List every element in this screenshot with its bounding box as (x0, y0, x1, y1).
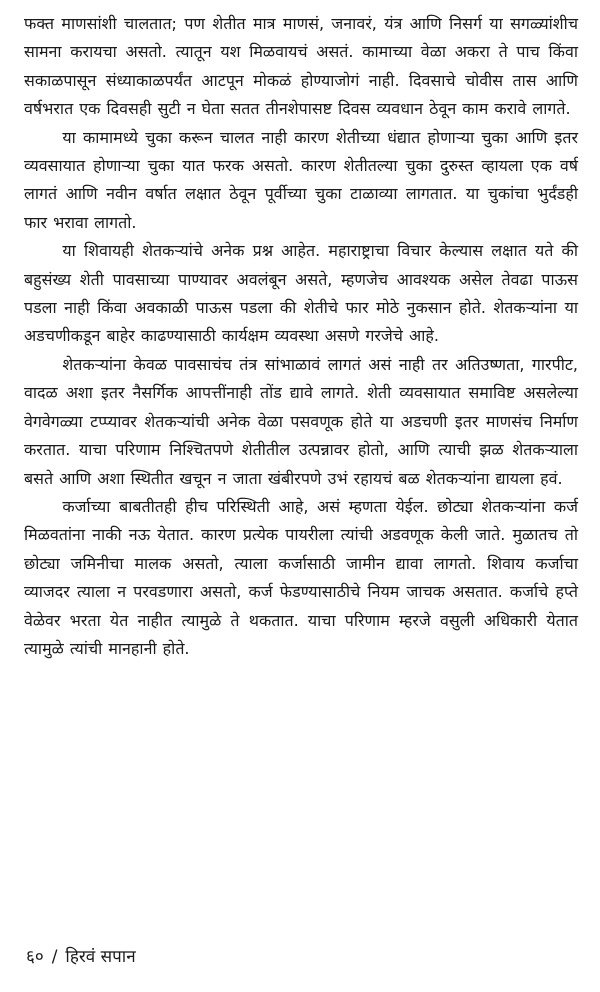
page-number: ६० (26, 947, 44, 967)
page-footer (26, 945, 136, 969)
paragraph-4: शेतकऱ्यांना केवळ पावसाचंच तंत्र सांभाळावं लागतं असं नाही तर अतिउष्णता, गारपीट, वादळ अशा इतर नैसर्गिक आपत्तींनाही तोंड द्यावे लागते. शेती व्यवसायात समाविष्ट असलेल्या वेगवेगळ्या टप्प्यावर शेतकऱ्यांची अनेक वेळा पसवणूक होते या अडचणी इतर माणसंच निर्माण करतात. याचा परिणाम निश्चितपणे शेतीतील उत्पन्नावर होतो, आणि त्याची झळ शेतकऱ्याला बसते आणि अशा स्थितीत खचून न जाता खंबीरपणे उभं रहायचं बळ शेतकऱ्यांना द्यायला हवं. (24, 354, 578, 488)
footer-separator: / (51, 947, 58, 967)
paragraph-2: या कामामध्ये चुका करून चालत नाही कारण शेतीच्या धंद्यात होणाऱ्या चुका आणि इतर व्यवसायात होणाऱ्या चुका यात फरक असतो. कारण शेतीतल्या चुका दुरुस्त व्हायला एक वर्ष लागतं आणि नवीन वर्षात लक्षात ठेवून पूर्वीच्या चुका टाळाव्या लागतात. या चुकांचा भुर्दंडही फार भरावा लागतो. (24, 127, 578, 232)
book-title: हिरवं सपान (65, 947, 136, 967)
paragraph-3: या शिवायही शेतकऱ्यांचे अनेक प्रश्न आहेत. महाराष्ट्राचा विचार केल्यास लक्षात यते की बहुसंख्य शेती पावसाच्या पाण्यावर अवलंबून असते, म्हणजेच आवश्यक असेल तेवढा पाऊस पडला नाही किंवा अवकाळी पाऊस पडला की शेतीचे फार मोठे नुकसान होते. शेतकऱ्यांना या अडचणीकडून बाहेर काढण्यासाठी कार्यक्षम व्यवस्था असणे गरजेचे आहे. (24, 241, 578, 346)
paragraph-1: फक्त माणसांशी चालतात; पण शेतीत मात्र माणसं, जनावरं, यंत्र आणि निसर्ग या सगळ्यांशीच सामना करायचा असतो. त्यातून यश मिळवायचं असतं. कामाच्या वेळा अकरा ते पाच किंवा सकाळपासून संध्याकाळपर्यंत आटपून मोकळं होण्याजोगं नाही. दिवसाचे चोवीस तास आणि वर्षभरात एक दिवसही सुटी न घेता सतत तीनशेपासष्ट दिवस व्यवधान ठेवून काम करावे लागते. (24, 14, 578, 119)
paragraph-5: कर्जाच्या बाबतीतही हीच परिस्थिती आहे, असं म्हणता येईल. छोट्या शेतकऱ्यांना कर्ज मिळवतांना नाकी नऊ येतात. कारण प्रत्येक पायरीला त्यांची अडवणूक केली जाते. मुळातच तो छोट्या जमिनीचा मालक असतो, त्याला कर्जासाठी जामीन द्यावा लागतो. शिवाय कर्जाचा व्याजदर त्याला न परवडणारा असतो, कर्ज फेडण्यासाठीचे नियम जाचक असतात. कर्जाचे हप्ते वेळेवर भरता येत नाहीत त्यामुळे ते थकतात. याचा परिणाम म्हरजे वसुली अधिकारी येतात त्यामुळे त्यांची मानहानी होते. (24, 496, 578, 658)
body-text (24, 10, 578, 663)
